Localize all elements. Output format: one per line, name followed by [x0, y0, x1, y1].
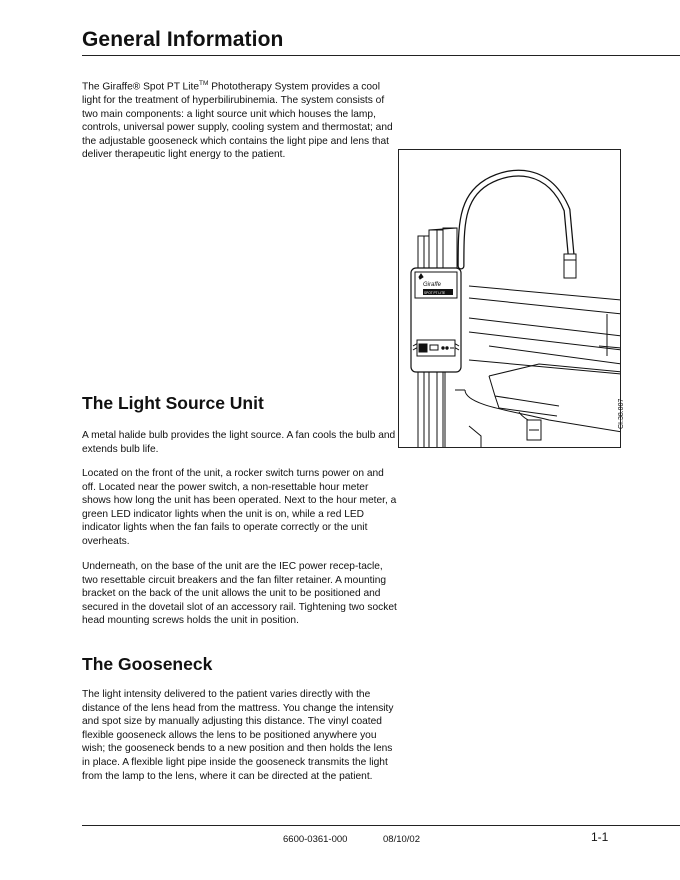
section-heading-light-source: The Light Source Unit	[82, 393, 264, 413]
device-illustration	[398, 149, 621, 448]
footer-divider	[82, 825, 680, 826]
intro-paragraph	[82, 77, 400, 162]
intro-text-rest: Phototherapy System provides a cool light for the treatment of hyperbilirubinemia. The system consists of two main components: a light source unit which houses the lamp, controls, universal power supply, cooling system and thermostat; and the adjustable gooseneck which contains the light pipe and lens that deliver therapeutic light energy to the patient.	[82, 81, 393, 161]
light-source-paragraph-3: Underneath, on the base of the unit are the IEC power recep-tacle, two resettable circuit breakers and the fan filter retainer. A mounting bracket on the back of the unit allows the unit to be positioned and secured in the dovetail slot of an accessory rail. Tightening two socket head mounting screws holds the unit in position.	[82, 561, 397, 627]
light-source-paragraph-2: Located on the front of the unit, a rocker switch turns power on and off. Located near the power switch, a non-resettable hour meter shows how long the unit has been operated. Next to the hour meter, a green LED indicator lights when the unit is on, while a red LED indicator lights when the fan fails to operate correctly or the unit overheats.	[82, 468, 397, 547]
gooseneck-paragraph: The light intensity delivered to the patient varies directly with the distance of the lens head from the mattress. You change the intensity and spot size by manually adjusting this distance. The vinyl coated flexible gooseneck allows the lens to be positioned anywhere you wish; the gooseneck bends to a new position and then holds the lens in place. A flexible light pipe inside the gooseneck transmits the light from the lamp to the lens, where it can be directed at the patient.	[82, 689, 394, 782]
trademark-mark: TM	[199, 80, 209, 87]
light-source-paragraph-1: A metal halide bulb provides the light source. A fan cools the bulb and extends bulb life.	[82, 430, 396, 455]
title-divider	[82, 55, 680, 56]
intro-text-start: The Giraffe® Spot PT Lite	[82, 81, 199, 93]
footer-date: 08/10/02	[383, 834, 420, 845]
figure-code: CI.38.007	[618, 398, 625, 429]
device-brand-label: Giraffe	[423, 282, 442, 288]
section-heading-gooseneck: The Gooseneck	[82, 654, 213, 674]
page-title: General Information	[82, 28, 284, 51]
footer-page-number: 1-1	[591, 830, 609, 844]
footer-document-number: 6600-0361-000	[283, 834, 348, 845]
device-model-label: SPOT PT LITE	[424, 291, 446, 295]
